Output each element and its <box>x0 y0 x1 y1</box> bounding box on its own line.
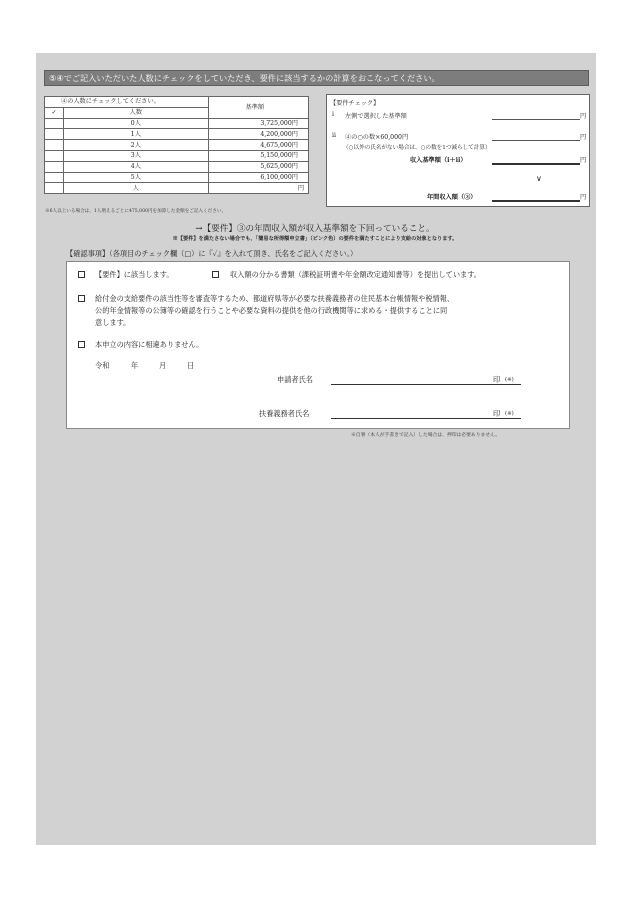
people-cell: 0人 <box>64 118 209 129</box>
people-input-cell[interactable]: 人 <box>64 183 209 194</box>
guardian-name-label: 扶養義務者氏名 <box>259 409 310 418</box>
standard-amount-table <box>44 96 309 194</box>
applicant-seal-note: (※) <box>505 377 514 383</box>
checkbox-icon <box>78 341 85 348</box>
item2-field[interactable] <box>492 140 580 141</box>
table-row <box>45 129 309 140</box>
table-row <box>45 150 309 161</box>
date-month: 月 <box>159 361 167 370</box>
checkbox-requirement[interactable] <box>78 269 85 280</box>
check-cell[interactable] <box>45 129 64 140</box>
compare-symbol: ∨ <box>536 174 542 183</box>
amount-cell: 4,200,000円 <box>208 129 308 140</box>
table-row <box>45 183 309 194</box>
guardian-seal: 印 <box>493 409 501 418</box>
checkbox-no-discrepancy[interactable] <box>78 339 85 350</box>
requirement-check-title: 【要件チェック】 <box>330 100 380 107</box>
check-cell[interactable] <box>45 140 64 151</box>
requirement-note: ※【要件】を満たさない場合でも、「簡易な所得額申立書」（ピンク色）の要件を満たすことにより支給の対象となります。 <box>172 236 458 242</box>
check-cell[interactable] <box>45 150 64 161</box>
people-cell: 2人 <box>64 140 209 151</box>
guardian-seal-note: (※) <box>505 411 514 417</box>
confirmation-heading: 【確認事項】（各項目のチェック欄（□）に『✓』を入れて頂き、氏名をご記入ください。） <box>66 249 358 258</box>
income-document-text: 収入額の分かる書類（課税証明書や年金額改定通知書等）を提出しています。 <box>230 270 481 279</box>
applicant-seal: 印 <box>493 375 501 384</box>
requirement-statement: →【要件】③の年間収入額が収入基準額を下回っていること。 <box>195 224 435 234</box>
instruction-bar <box>44 70 589 86</box>
annual-income-yen: 円 <box>580 194 587 201</box>
item2-label: ④の○の数×60,000円 <box>345 134 409 141</box>
checkbox-income-document[interactable] <box>212 269 219 280</box>
amount-cell: 5,150,000円 <box>208 150 308 161</box>
checkbox-icon <box>78 295 85 302</box>
table-row <box>45 172 309 183</box>
no-discrepancy-text: 本申立の内容に相違ありません。 <box>95 340 204 349</box>
confirmation-box <box>66 261 570 429</box>
check-cell[interactable] <box>45 161 64 172</box>
date-era: 令和 <box>95 361 110 370</box>
checkbox-icon <box>78 271 85 278</box>
item2-note: （○以外の氏名がない場合は、○の数を1つ減らして計算） <box>343 145 491 151</box>
check-cell[interactable] <box>45 118 64 129</box>
consent-text-line3: 意します。 <box>95 318 131 327</box>
requirement-met-text: 【要件】に該当します。 <box>95 270 174 279</box>
date-year: 年 <box>131 361 139 370</box>
income-standard-label: 収入基準額（i＋ii） <box>410 157 467 164</box>
people-column-header: 人数 <box>64 107 209 118</box>
signature-note: ※自署（本人が手書きで記入）した場合は、押印は必要ありません。 <box>351 433 500 438</box>
annual-income-field[interactable] <box>492 200 580 202</box>
item1-label: 左側で選択した基準額 <box>345 113 407 120</box>
date-day: 日 <box>187 361 195 370</box>
income-standard-yen: 円 <box>580 157 587 164</box>
amount-cell: 3,725,000円 <box>208 118 308 129</box>
people-cell: 4人 <box>64 161 209 172</box>
amount-cell: 6,100,000円 <box>208 172 308 183</box>
check-column-header: ✓ <box>45 107 64 118</box>
check-cell[interactable] <box>45 183 64 194</box>
consent-text-line1: 給付金の支給要件の該当性等を審査等するため、都道府県等が必要な扶養義務者の住民基本台帳情報や税情報、 <box>95 294 455 303</box>
amount-cell: 5,625,000円 <box>208 161 308 172</box>
people-cell: 3人 <box>64 150 209 161</box>
amount-input-cell[interactable]: 円 <box>208 183 308 194</box>
consent-text-line2: 公的年金情報等の公簿等の確認を行うことや必要な資料の提供を他の行政機関等に求める・提供することに同 <box>95 306 448 315</box>
amount-cell: 4,675,000円 <box>208 140 308 151</box>
table-row <box>45 140 309 151</box>
item1-yen: 円 <box>580 113 587 120</box>
check-cell[interactable] <box>45 172 64 183</box>
income-standard-field[interactable] <box>492 163 580 165</box>
table-row <box>45 161 309 172</box>
checkbox-consent[interactable] <box>78 293 85 304</box>
annual-income-label: 年間収入額（③） <box>427 194 477 201</box>
standard-amount-header: 基準額 <box>208 97 308 119</box>
table-row <box>45 118 309 129</box>
check-instruction: ④の人数にチェックしてください。 <box>45 97 209 108</box>
people-cell: 5人 <box>64 172 209 183</box>
item2-number: ii <box>332 132 336 139</box>
checkbox-icon <box>212 271 219 278</box>
item2-yen: 円 <box>580 134 587 141</box>
item1-number: i <box>332 111 334 118</box>
requirement-check-box <box>326 94 590 207</box>
table-footnote: ※6人以上いる場合は、1人増えるごとに475,000円を加算した金額をご記入ください。 <box>45 209 227 214</box>
people-cell: 1人 <box>64 129 209 140</box>
item1-field[interactable] <box>492 119 580 120</box>
applicant-name-label: 申請者氏名 <box>277 375 313 384</box>
instruction-text: ⑤④でご記入いただいた人数にチェックをしていただき、要件に該当するかの計算をおこなってください。 <box>49 73 440 83</box>
